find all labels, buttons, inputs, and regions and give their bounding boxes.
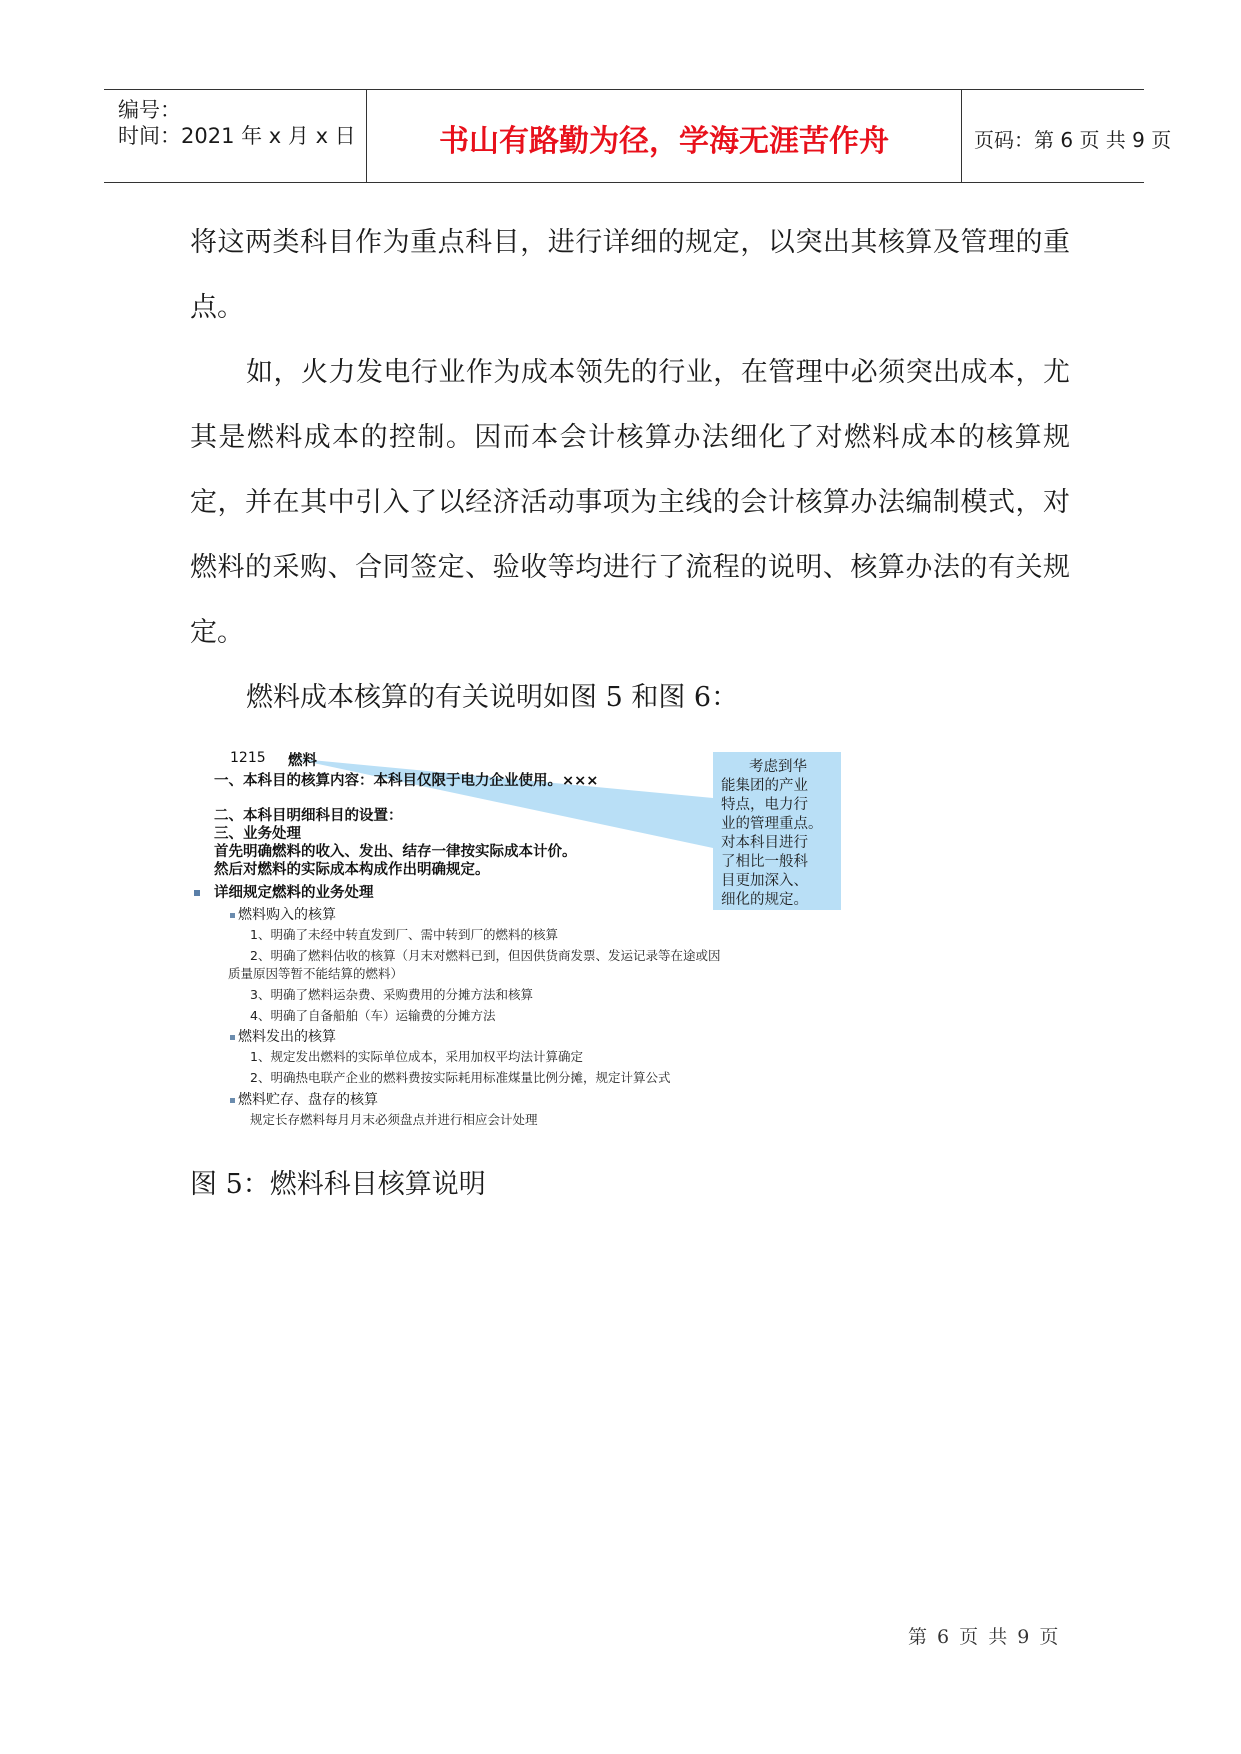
figure-line-5: 然后对燃料的实际成本构成作出明确规定。 <box>214 862 490 878</box>
square-bullet-icon <box>230 913 235 918</box>
figure-sub-1-item: 3、明确了燃料运杂费、采购费用的分摊方法和核算 <box>250 987 533 1002</box>
number-label: 编号： <box>118 98 181 122</box>
figure-callout <box>713 752 841 910</box>
figure-line-3: 三、业务处理 <box>214 826 301 842</box>
figure-sub-1-item: 质量原因等暂不能结算的燃料） <box>228 966 404 981</box>
callout-line: 对本科目进行 <box>721 835 808 851</box>
figure-caption: 图 5：燃料科目核算说明 <box>190 1169 486 1200</box>
figure-sub-1-item: 2、明确了燃料估收的核算（月末对燃料已到，但因供货商发票、发运记录等在途或因 <box>250 948 721 963</box>
figure-sub-3-label: 燃料贮存、盘存的核算 <box>238 1092 378 1108</box>
figure-line-4: 首先明确燃料的收入、发出、结存一律按实际成本计价。 <box>214 844 577 860</box>
figure-line-2: 二、本科目明细科目的设置： <box>214 808 403 824</box>
paragraph-2: 如，火力发电行业作为成本领先的行业，在管理中必须突出成本，尤其是燃料成本的控制。因而本会计核算办法细化了对燃料成本的核算规定，并在其中引入了以经济活动事项为主线的会计核算办法编制模式，对燃料的采购、合同签定、验收等均进行了流程的说明、核算办法的有关规定。 <box>190 357 1070 648</box>
header-motto: 书山有路勤为径，学海无涯苦作舟 <box>439 124 889 159</box>
callout-line: 业的管理重点。 <box>721 816 823 832</box>
page-footer: 第 6 页 共 9 页 <box>908 1626 1061 1648</box>
figure-sub-1-item: 4、明确了自备船舶（车）运输费的分摊方法 <box>250 1008 496 1023</box>
page-info: 页码：第 6 页 共 9 页 <box>974 128 1172 152</box>
figure-section <box>194 881 374 902</box>
paragraph-1: 将这两类科目作为重点科目，进行详细的规定，以突出其核算及管理的重点。 <box>190 227 1070 323</box>
callout-line: 目更加深入、 <box>721 873 808 889</box>
figure-title: 燃料 <box>288 753 317 769</box>
square-bullet-icon <box>230 1035 235 1040</box>
header-left-cell <box>104 90 366 182</box>
figure-sub-1-item: 1、明确了未经中转直发到厂、需中转到厂的燃料的核算 <box>250 927 558 942</box>
figure-sub-3 <box>230 1089 378 1109</box>
callout-line: 了相比一般科 <box>721 854 808 870</box>
figure-sub-2-item: 2、明确热电联产企业的燃料费按实际耗用标准煤量比例分摊，规定计算公式 <box>250 1070 671 1085</box>
figure-sub-2 <box>230 1026 336 1046</box>
callout-line: 特点，电力行 <box>721 797 808 813</box>
figure-5 <box>190 740 850 1140</box>
figure-sub-1-label: 燃料购入的核算 <box>238 907 336 923</box>
figure-sub-3-item: 规定长存燃料每月月末必须盘点并进行相应会计处理 <box>250 1112 538 1127</box>
figure-sub-2-item: 1、规定发出燃料的实际单位成本，采用加权平均法计算确定 <box>250 1049 583 1064</box>
callout-line: 能集团的产业 <box>721 778 808 794</box>
page-header <box>104 89 1172 183</box>
callout-line: 考虑到华 <box>749 759 807 775</box>
square-bullet-icon <box>230 1098 235 1103</box>
header-center-cell <box>366 90 962 182</box>
time-label: 时间：2021 年 x 月 x 日 <box>118 124 356 148</box>
figure-line-1: 一、本科目的核算内容：本科目仅限于电力企业使用。××× <box>214 773 599 789</box>
figure-code: 1215 <box>230 750 266 766</box>
callout-line: 细化的规定。 <box>721 892 808 908</box>
figure-sub-1 <box>230 904 336 924</box>
figure-sub-2-label: 燃料发出的核算 <box>238 1029 336 1045</box>
square-bullet-icon <box>194 890 200 896</box>
header-right-cell <box>962 90 1172 182</box>
paragraph-3: 燃料成本核算的有关说明如图 5 和图 6： <box>246 682 739 713</box>
figure-section-label: 详细规定燃料的业务处理 <box>214 885 374 901</box>
